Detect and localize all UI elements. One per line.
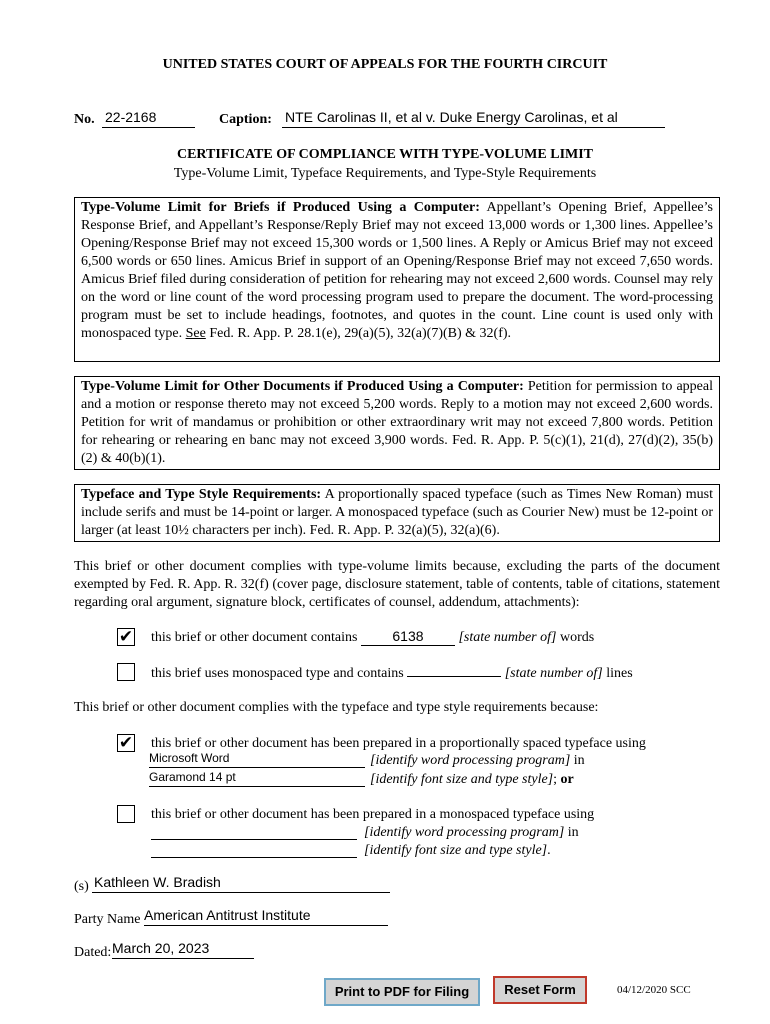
certificate-title: CERTIFICATE OF COMPLIANCE WITH TYPE-VOLUME LIMIT — [176, 147, 594, 162]
briefs-type-volume-box — [74, 197, 720, 362]
other-documents-type-volume-box — [74, 376, 720, 470]
monospaced-option-text: this brief or other document has been prepared in a monospaced typeface using — [151, 807, 595, 822]
monospaced-font-field[interactable] — [151, 841, 357, 858]
form-revision-code: 04/12/2020 SCC — [617, 984, 691, 996]
briefs-limit-heading: Type-Volume Limit for Briefs if Produced Using a Computer: — [81, 200, 480, 215]
typeface-requirements-box — [74, 484, 720, 542]
proportional-font-field[interactable]: Garamond 14 pt — [149, 770, 365, 787]
party-name-label: Party Name — [74, 912, 141, 927]
caption-field[interactable]: NTE Carolinas II, et al v. Duke Energy Carolinas, et al — [282, 109, 665, 128]
dated-label: Dated: — [74, 945, 112, 960]
lines-option-row — [151, 662, 731, 683]
lines-hint: [state number of] — [504, 666, 603, 681]
lines-suffix: lines — [602, 666, 633, 681]
typeface-heading: Typeface and Type Style Requirements: — [81, 487, 322, 502]
proportional-font-label — [370, 771, 574, 789]
monospaced-typeface-checkbox[interactable] — [117, 805, 135, 823]
lines-checkbox[interactable] — [117, 663, 135, 681]
court-name: UNITED STATES COURT OF APPEALS FOR THE FOURTH CIRCUIT — [162, 57, 608, 72]
mono-program-suffix: in — [564, 825, 579, 840]
typeface-body: A proportionally spaced typeface (such as Times New Roman) must include serifs and must be 14-point or larger. A monospaced typeface (such as Courier New) must be 12-point or larger (at least 10½ characters per inch). Fed. R. App. P. 32(a)(5), 32(a)(6). — [81, 487, 713, 538]
proportional-typeface-checkbox[interactable] — [117, 734, 135, 752]
other-limit-body: Petition for permission to appeal and a motion or response thereto may not exceed 5,200 words. Reply to a motion may not exceed 2,600 words. Petition for writ of mandamus or prohibition or other extraordinary writ may not exceed 7,800 words. Petition for rehearing or rehearing en banc may not exceed 3,900 words. Fed. R. App. P. 5(c)(1), 21(d), 27(d)(2), 35(b)(2) & 40(b)(1). — [81, 379, 713, 466]
monospaced-program-field[interactable] — [151, 823, 357, 840]
reset-form-button[interactable]: Reset Form — [493, 976, 587, 1004]
mono-font-hint: [identify font size and type style] — [364, 843, 548, 858]
signature-field[interactable]: Kathleen W. Bradish — [92, 874, 390, 893]
words-option-text: this brief or other document contains — [151, 630, 358, 645]
program-suffix: in — [570, 753, 585, 768]
line-count-field[interactable] — [407, 662, 501, 677]
typeface-compliance-statement: This brief or other document complies with the typeface and type style requirements because: — [74, 700, 599, 715]
certificate-subtitle: Type-Volume Limit, Typeface Requirements, and Type-Style Requirements — [173, 166, 597, 181]
mono-program-hint: [identify word processing program] — [364, 825, 565, 840]
words-hint: [state number of] — [458, 630, 557, 645]
date-field[interactable]: March 20, 2023 — [112, 940, 254, 959]
case-number-label: No. — [74, 112, 95, 127]
see-reference: See — [185, 326, 206, 341]
word-count-field[interactable]: 6138 — [361, 627, 455, 646]
words-option-row — [151, 627, 731, 647]
briefs-limit-cite: Fed. R. App. P. 28.1(e), 29(a)(5), 32(a)(7)(B) & 32(f). — [205, 326, 512, 341]
mono-font-suffix: . — [547, 843, 551, 858]
font-hint: [identify font size and type style] — [370, 772, 554, 787]
proportional-option-text: this brief or other document has been prepared in a proportionally spaced typeface using — [151, 736, 646, 751]
signature-label: (s) — [74, 879, 89, 894]
or-label: or — [560, 772, 574, 787]
proportional-program-field[interactable]: Microsoft Word — [149, 751, 365, 768]
font-suffix: ; — [553, 772, 561, 787]
case-number-field[interactable]: 22-2168 — [102, 109, 195, 128]
print-to-pdf-button[interactable]: Print to PDF for Filing — [324, 978, 480, 1006]
words-checkbox[interactable] — [117, 628, 135, 646]
volume-compliance-statement: This brief or other document complies with type-volume limits because, excluding the parts of the document exempted by Fed. R. App. R. 32(f) (cover page, disclosure statement, table of contents, table of citations, statement regarding oral argument, signature block, certificates of counsel, addendum, attachments): — [74, 559, 720, 610]
monospaced-program-label — [364, 824, 579, 842]
program-hint: [identify word processing program] — [370, 753, 571, 768]
briefs-limit-body: Appellant’s Opening Brief, Appellee’s Response Brief, and Appellant’s Response/Reply Brief may not exceed 13,000 words or 1,300 lines. Appellee’s Opening/Response Brief may not exceed 15,300 words or 1,500 lines. A Reply or Amicus Brief may not exceed 6,500 words or 650 lines. Amicus Brief in support of an Opening/Response Brief may not exceed 7,650 words. Amicus Brief filed during consideration of petition for rehearing may not exceed 2,600 words. Counsel may rely on the word or line count of the word processing program used to prepare the document. The word-processing program must be set to include headings, footnotes, and quotes in the count. Line count is used only with monospaced type. — [81, 200, 713, 341]
other-limit-heading: Type-Volume Limit for Other Documents if Produced Using a Computer: — [81, 379, 524, 394]
caption-label: Caption: — [219, 112, 272, 127]
lines-option-text: this brief uses monospaced type and contains — [151, 666, 404, 681]
party-name-field[interactable]: American Antitrust Institute — [144, 907, 388, 926]
proportional-program-label — [370, 752, 585, 770]
monospaced-font-label — [364, 842, 551, 860]
words-suffix: words — [556, 630, 595, 645]
check-mark-icon: ✔ — [118, 733, 134, 753]
check-mark-icon: ✔ — [118, 627, 134, 647]
